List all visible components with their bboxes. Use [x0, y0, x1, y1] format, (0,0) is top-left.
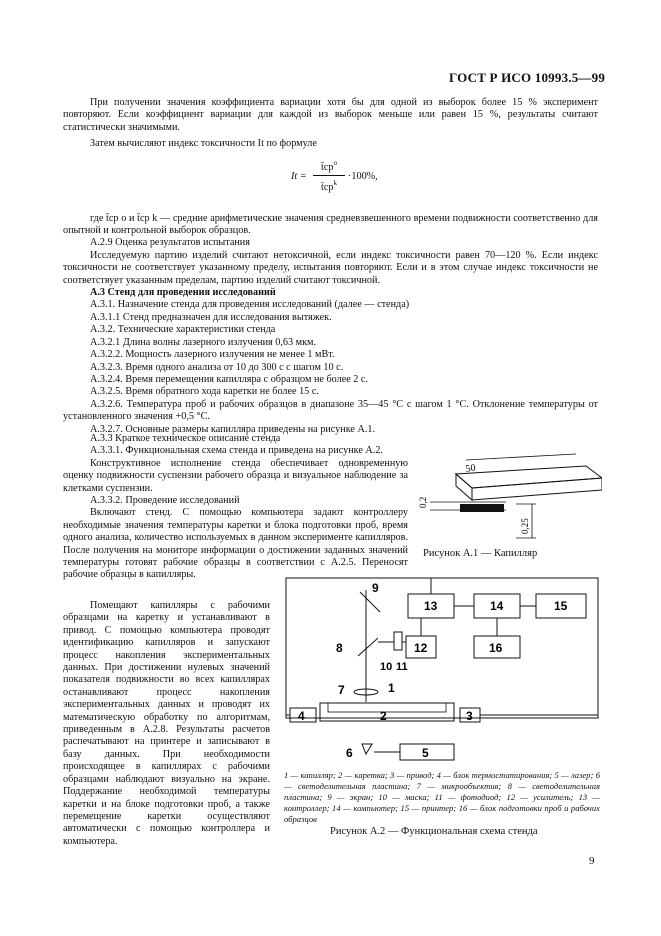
paragraph-turn-on: Включают стенд. С помощью компьютера задают контроллеру необходимые значения температуры каретки и блока подготовки проб, время одного анализа, количество используемых в данном эксперименте капилляров. После получения на мониторе информации о достижении заданных значений температуры готовят рабочие образцы в соответствии с А.2.5. Переносят рабочие образцы в капилляры. [63, 507, 408, 581]
label-1: 1 [388, 681, 395, 695]
dim-width: 0,25 [520, 518, 530, 534]
capillary-figure [416, 446, 602, 556]
heading-a3: А.3 Стенд для проведения исследований [90, 287, 276, 299]
left-column-upper [63, 433, 408, 582]
line-a311: А.3.1.1 Стенд предназначен для исследования вытяжек. [90, 311, 332, 323]
stand-scheme-figure [284, 572, 602, 764]
label-4: 4 [298, 709, 305, 723]
dim-length: 50 [464, 462, 477, 475]
line-a323: А.3.2.3. Время одного анализа от 10 до 300 с с шагом 10 с. [90, 361, 344, 373]
formula-denominator-sup: k [333, 179, 337, 188]
paragraph-construction: Конструктивное исполнение стенда обеспечивает одновременную оценку подвижности суспензии рабочего образца и визуальное наблюдение за клетками суспензии. [63, 457, 408, 494]
line-a325: А.3.2.5. Время обратного хода каретки не более 15 с. [90, 386, 319, 398]
heading-a29: А.2.9 Оценка результатов испытания [90, 237, 250, 249]
formula-numerator-sup: о [333, 158, 337, 167]
formula-fraction [313, 157, 345, 195]
label-16: 16 [489, 641, 503, 655]
line-a331: А.3.3.1. Функциональная схема стенда и приведена на рисунке А.2. [90, 445, 383, 457]
figure-a2-legend: 1 — капилляр; 2 — каретка; 3 — привод; 4 — блок термостатирования; 5 — лазер; 6 — светоделительная пластина; 7 — микрообъектив; 8 — светоделительная пластина; 9 — экран; 10 — маска; 11 — фотодиод; 12 — усилитель; 13 — контроллер; 14 — компьютер; 15 — принтер; 16 — блок подготовки проб и рабочих образцов [284, 770, 600, 824]
label-6: 6 [346, 746, 353, 760]
formula-denominator: t̄ср [321, 182, 334, 194]
line-a322: А.3.2.2. Мощность лазерного излучения не менее 1 мВт. [90, 349, 335, 361]
paragraph-evaluation: Исследуемую партию изделий считают нетоксичной, если индекс токсичности равен 70—120 %. Если индекс токсичности не соответствует указанному пределу, испытания повторяют. Если и в этом случае индекс токсичности не соответствует указанным пределам, партию изделий считают токсичной. [63, 249, 598, 286]
paragraph-index-intro: Затем вычисляют индекс токсичности It по формуле [90, 138, 317, 150]
formula-lhs: It = [291, 170, 307, 182]
label-13: 13 [424, 599, 438, 613]
line-a332: А.3.3.2. Проведение исследований [90, 495, 240, 507]
formula-rhs: ·100%, [348, 170, 378, 182]
toxicity-formula [63, 155, 598, 205]
paragraph-where: где t̄ср о и t̄ср k — средние арифметические значения средневзвешенного времени подвижности соответственно для опытной и контрольной выборок образцов. [63, 212, 598, 237]
paragraph-place: Помещают капилляры с рабочими образцами на каретку и устанавливают в привод. С помощью компьютера проводят идентификацию капилляров и запускают процесс накопления экспериментальных данных. При достижении нулевых значений показателя подвижности во всех капиллярах останавливают процесс накопления экспериментальных данных и проводят их математическую обработку по алгоритмам, приведенным в А.2.8. Результаты расчетов распечатывают на принтере и записывают в базу данных. При необходимости происходящее в капиллярах с рабочими образцами наблюдают визуально на экране. Поддержание необходимой температуры каретки и на блоке подготовки проб, а также перемещение каретки осуществляют автоматически с помощью контроллера и компьютера. [63, 600, 270, 847]
paragraph-variation: При получении значения коэффициента вариации хотя бы для одной из выборок более 15 % эксперимент повторяют. Если коэффициент вариации для каждой из выборок меньше или равен 15 %, результаты считают статистически значимыми. [63, 97, 598, 133]
label-7: 7 [338, 683, 345, 697]
line-a324: А.3.2.4. Время перемещения капилляра с образцом не более 2 с. [90, 373, 369, 385]
figure-a2-caption: Рисунок А.2 — Функциональная схема стенда [330, 826, 538, 837]
label-15: 15 [554, 599, 568, 613]
page-number: 9 [589, 855, 595, 867]
line-a33: А.3.3 Краткое техническое описание стенда [90, 433, 281, 444]
label-2: 2 [380, 709, 387, 723]
line-a32: А.3.2. Технические характеристики стенда [90, 324, 276, 336]
label-12: 12 [414, 641, 428, 655]
label-5: 5 [422, 746, 429, 760]
dim-height: 0,2 [418, 496, 428, 508]
document-header: ГОСТ Р ИСО 10993.5—99 [449, 70, 606, 85]
formula-numerator: t̄ср [321, 161, 334, 173]
capillary-section [460, 504, 504, 512]
label-14: 14 [490, 599, 504, 613]
label-10: 10 [380, 661, 393, 673]
left-column-lower [63, 600, 270, 848]
label-9: 9 [372, 581, 379, 595]
label-3: 3 [466, 709, 473, 723]
label-11: 11 [396, 661, 408, 673]
figure-a1-caption: Рисунок А.1 — Капилляр [423, 548, 538, 559]
paragraph-a326: А.3.2.6. Температура проб и рабочих образцов в диапазоне 35—45 °С с шагом 1 °С. Отклонение температуры от установленного значения +0,5 °С. [63, 398, 598, 423]
label-8: 8 [336, 641, 343, 655]
line-a321: А.3.2.1 Длина волны лазерного излучения 0,63 мкм. [90, 336, 317, 348]
main-text [63, 97, 598, 436]
line-a31: А.3.1. Назначение стенда для проведения исследований (далее — стенда) [90, 299, 410, 311]
line-a327: А.3.2.7. Основные размеры капилляра приведены на рисунке А.1. [90, 423, 376, 435]
